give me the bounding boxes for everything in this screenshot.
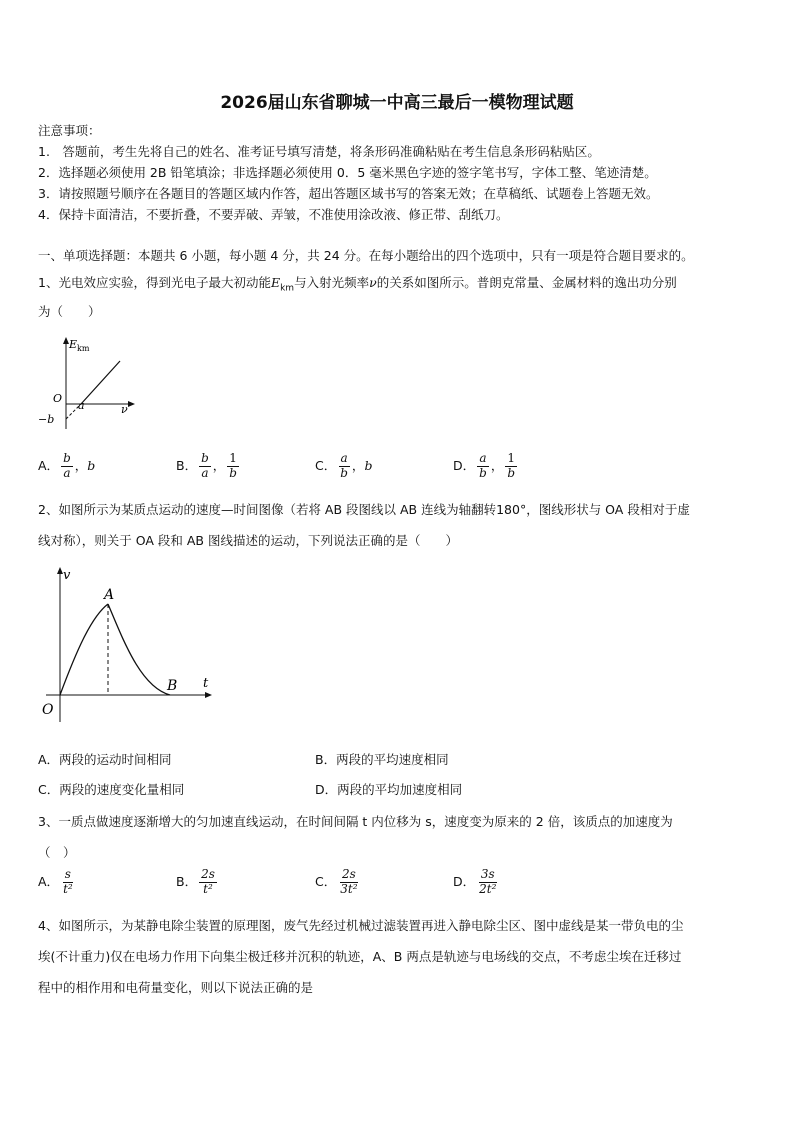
- q2-oa-curve: [60, 604, 108, 695]
- q1-x-label: ν: [121, 403, 128, 416]
- q3-stem-line2: （ ）: [38, 845, 76, 860]
- q1-graph: [36, 335, 146, 435]
- q2-stem-line1: 2、如图所示为某质点运动的速度—时间图像（若将 AB 段图线以 AB 连线为轴翻转180°，图线形状与 OA 段相对于虚: [38, 502, 690, 517]
- notice-item: 1. 答题前，考生先将自己的姓名、准考证号填写清楚，将条形码准确粘贴在考生信息条形码粘贴区。: [38, 144, 600, 159]
- q3-option-a[interactable]: A． $\frac{s}{\text{t²}}$: [38, 867, 73, 896]
- q1-origin-label: O: [53, 392, 63, 405]
- q1-intercept-a: a: [78, 399, 85, 412]
- q3-option-c[interactable]: C． $\frac{2s}{\text{3t²}}$: [315, 867, 358, 896]
- notice-item: 2．选择题必须使用 2B 铅笔填涂；非选择题必须使用 0．5 毫米黑色字迹的签字笔书写，字体工整、笔迹清楚。: [38, 165, 657, 180]
- q1-option-b[interactable]: B． $\frac{b}{a}$ ， $\frac{1}{b}$: [176, 451, 237, 480]
- q2-point-b: B: [167, 678, 178, 694]
- q2-origin-label: O: [42, 702, 54, 718]
- q1-option-d[interactable]: D． $\frac{a}{b}$ ， $\frac{1}{b}$: [453, 451, 516, 480]
- section-heading: 一、单项选择题：本题共 6 小题，每小题 4 分，共 24 分。在每小题给出的四个选项中，只有一项是符合题目要求的。: [38, 248, 694, 263]
- notice-item: 4．保持卡面清洁，不要折叠，不要弄破、弄皱，不准使用涂改液、修正带、刮纸刀。: [38, 207, 509, 222]
- q2-ab-curve: [108, 604, 170, 695]
- q2-y-label: v: [63, 568, 71, 583]
- q2-option-b[interactable]: B．两段的平均速度相同: [315, 752, 449, 767]
- q1-option-c[interactable]: C． $\frac{a}{b}$ ，b: [315, 451, 373, 480]
- q2-x-label: t: [203, 676, 209, 691]
- q1-y-label: $E_{km}$: [69, 338, 90, 353]
- q2-option-c[interactable]: C．两段的速度变化量相同: [38, 782, 185, 797]
- q4-stem-line3: 程中的相作用和电荷量变化，则以下说法正确的是: [38, 980, 314, 995]
- q1-ekm-line: [81, 361, 120, 404]
- q4-stem-line1: 4、如图所示，为某静电除尘装置的原理图，废气先经过机械过滤装置再进入静电除尘区、图中虚线是某一带负电的尘: [38, 918, 684, 933]
- q2-option-a[interactable]: A．两段的运动时间相同: [38, 752, 172, 767]
- q3-stem-line1: 3、一质点做速度逐渐增大的匀加速直线运动，在时间间隔 t 内位移为 s，速度变为原来的 2 倍，该质点的加速度为: [38, 814, 673, 829]
- q2-point-a: A: [104, 587, 115, 603]
- q1-intercept-b: −b: [38, 413, 55, 426]
- q1-stem-line1: 1、光电效应实验，得到光电子最大初动能$E_{km}$与入射光频率ν的关系如图所示。普朗克常量、金属材料的逸出功分别: [38, 275, 677, 294]
- notice-heading: 注意事项：: [38, 123, 101, 138]
- q1-x-arrow: [128, 401, 135, 407]
- q2-x-arrow: [205, 692, 212, 698]
- notice-item: 3．请按照题号顺序在各题目的答题区域内作答，超出答题区域书写的答案无效；在草稿纸、试题卷上答题无效。: [38, 186, 659, 201]
- page-title: 2026届山东省聊城一中高三最后一模物理试题: [220, 93, 574, 113]
- q1-stem-line2: 为（ ）: [38, 304, 101, 319]
- q2-option-d[interactable]: D．两段的平均加速度相同: [315, 782, 463, 797]
- q4-stem-line2: 埃(不计重力)仅在电场力作用下向集尘极迁移并沉积的轨迹，A、B 两点是轨迹与电场线的交点，不考虑尘埃在迁移过: [38, 949, 682, 964]
- q2-stem-line2: 线对称），则关于 OA 段和 AB 图线描述的运动，下列说法正确的是（ ）: [38, 533, 458, 548]
- q3-option-d[interactable]: D． $\frac{3s}{\text{2t²}}$: [453, 867, 497, 896]
- q1-option-a[interactable]: A． $\frac{b}{a}$ ，b: [38, 451, 96, 480]
- q3-option-b[interactable]: B． $\frac{2s}{\text{t²}}$: [176, 867, 215, 896]
- q2-graph: [36, 562, 216, 722]
